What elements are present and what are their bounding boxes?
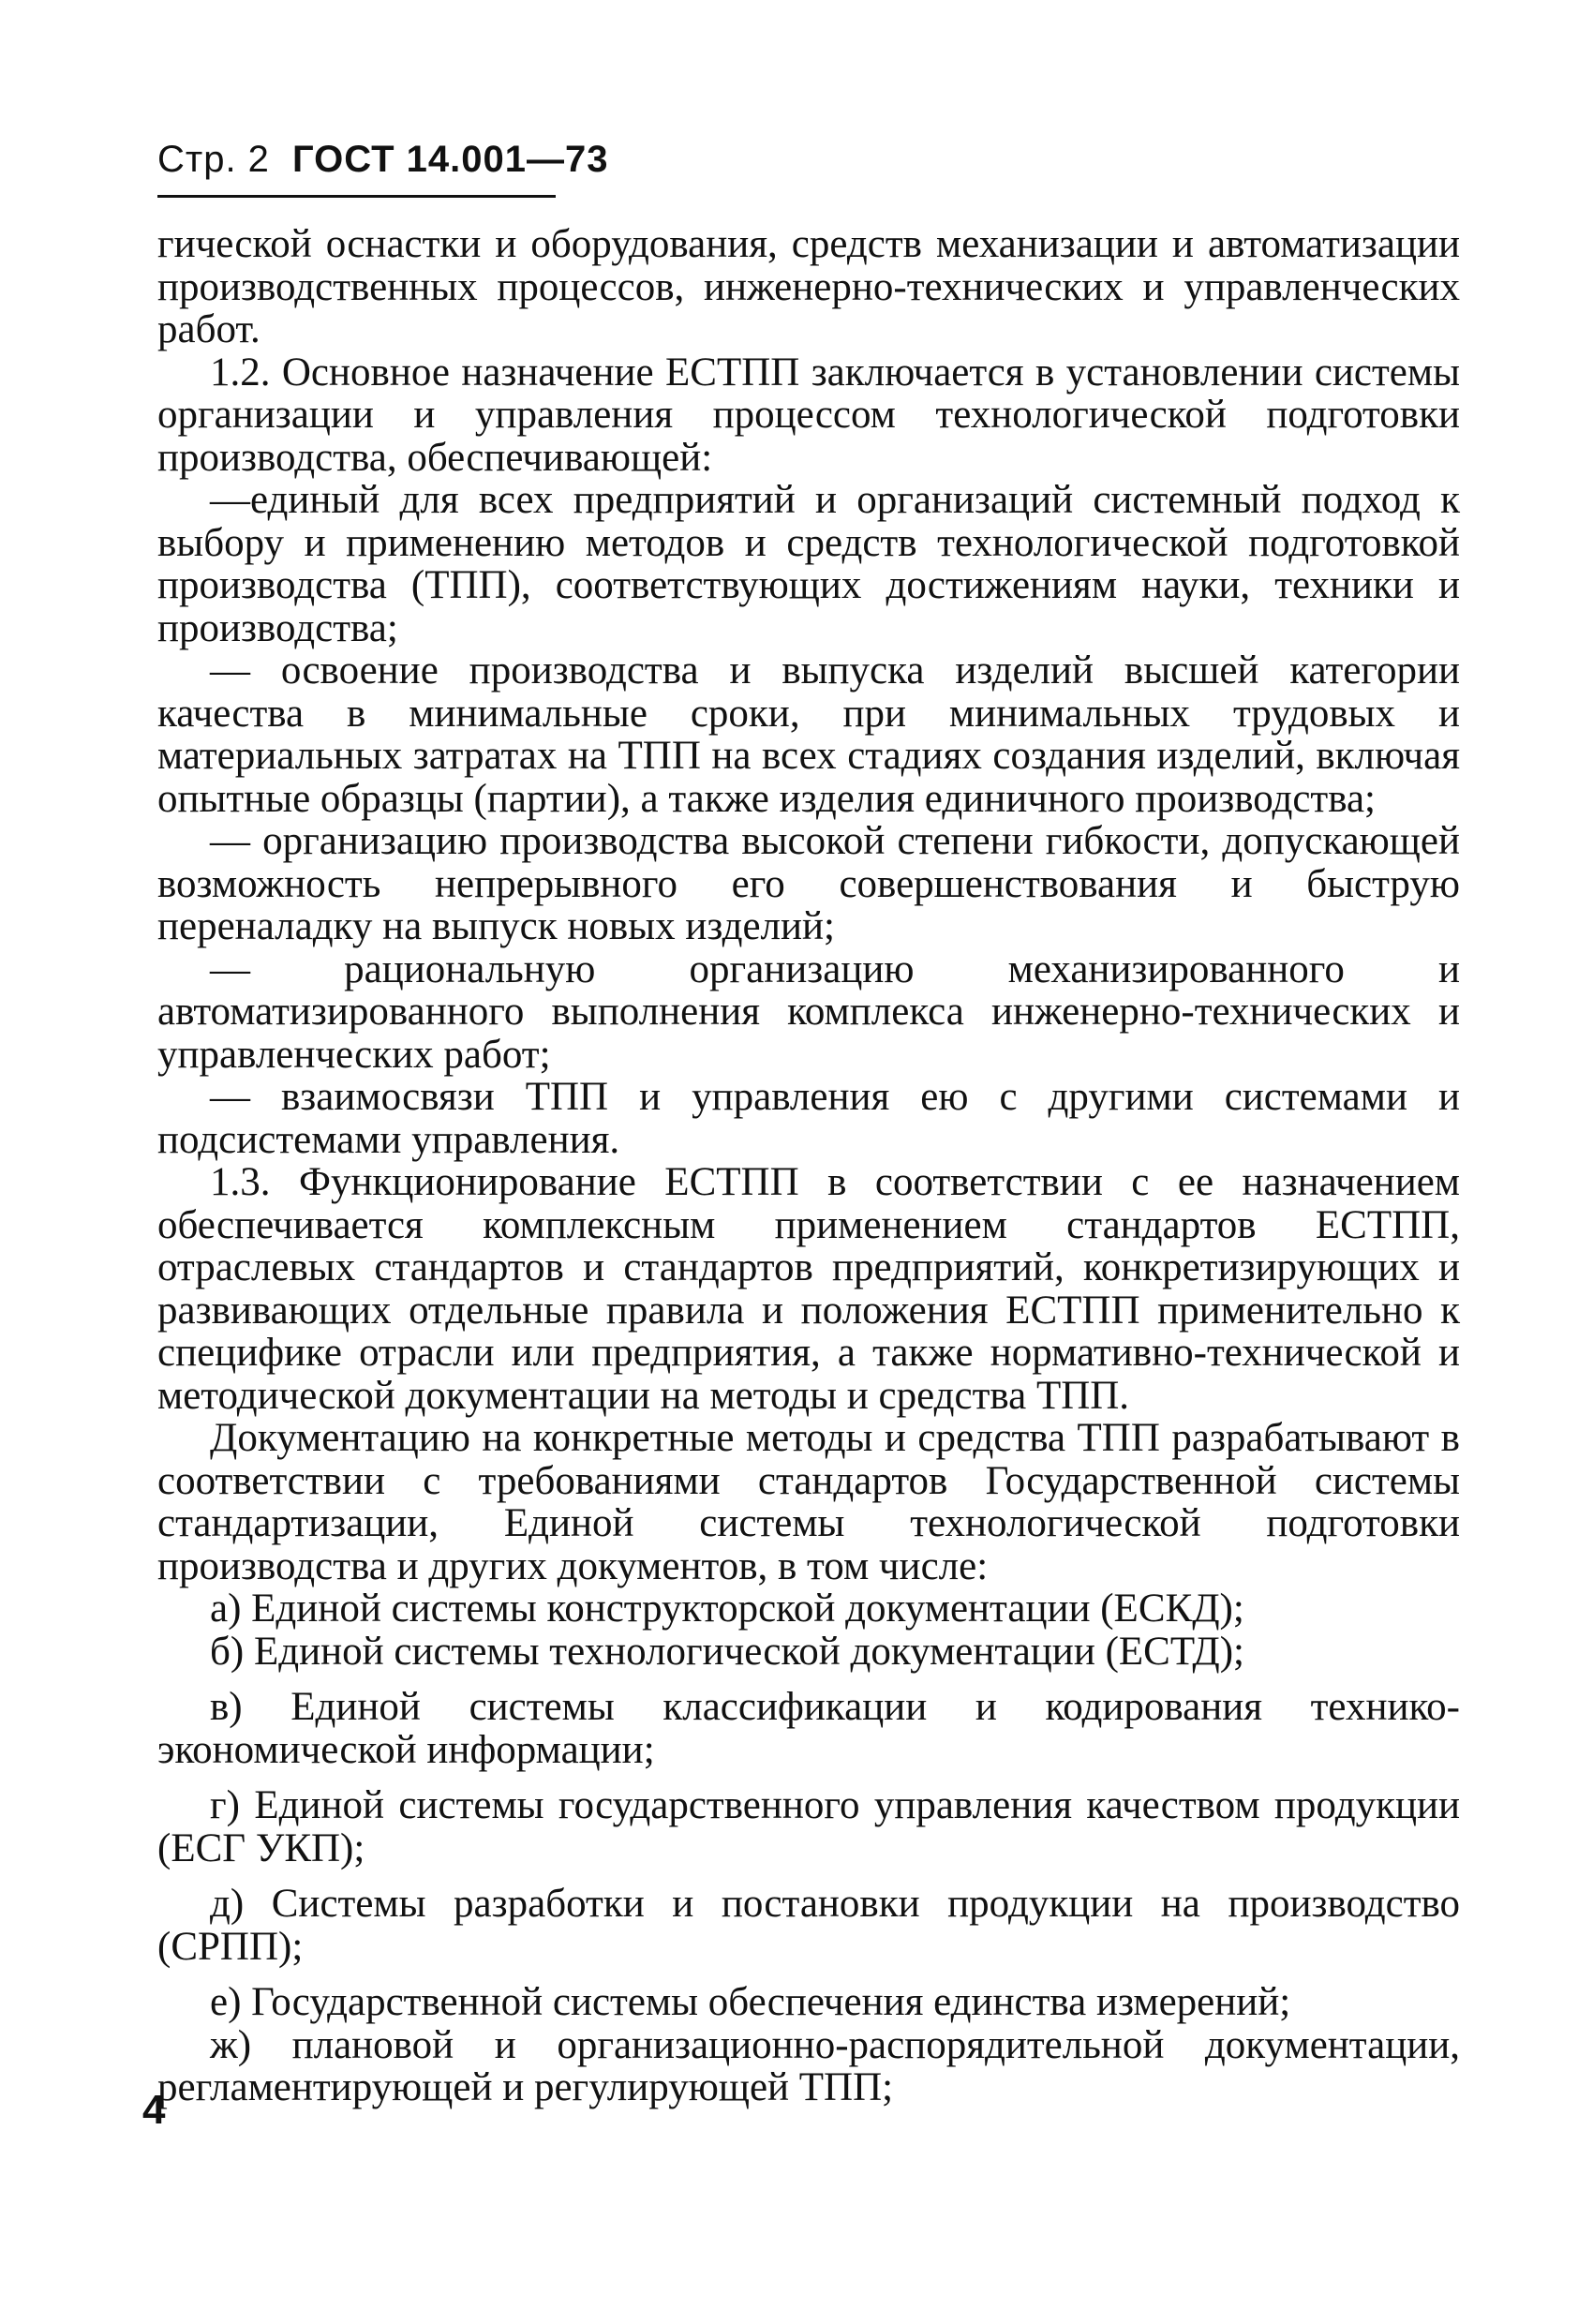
paragraph-documentation: Документацию на конкретные методы и средства ТПП разрабатывают в соответствии с требованиями стандартов Государственной системы стандартизации, Единой системы технологической подготовки производства и других документов, в том числе: — [157, 1416, 1460, 1588]
list-item-e: е) Государственной системы обеспечения единства измерений; — [210, 1980, 1291, 2024]
paragraph-1-2: 1.2. Основное назначение ЕСТПП заключается в установлении системы организации и управления процессом технологической подготовки производства, обеспечивающей: — [157, 350, 1460, 480]
page-number: 4 — [142, 2087, 166, 2133]
paragraph-1-3: 1.3. Функционирование ЕСТПП в соответствии с ее назначением обеспечивается комплексным применением стандартов ЕСТПП, отраслевых стандартов и стандартов предприятий, конкретизирующих и развивающих отдельные правила и положения ЕСТПП применительно к специфике отрасли или предприятия, а также нормативно-технической и методической документации на методы и средства ТПП. — [157, 1160, 1460, 1418]
running-header — [157, 141, 608, 178]
list-item-g: г) Единой системы государственного управления качеством продукции (ЕСГ УКП); — [157, 1783, 1460, 1870]
list-item-production-mastering: — освоение производства и выпуска изделий высшей категории качества в минимальные сроки, при минимальных трудовых и материальных затратах на ТПП на всех стадиях создания изделий, включая опытные образцы (партии), а также изделия единичного производства; — [157, 648, 1460, 821]
page-label: Стр. 2 — [157, 139, 270, 180]
list-item-a: а) Единой системы конструкторской документации (ЕСКД); — [210, 1587, 1244, 1631]
list-item-rational-organization: — рациональную организацию механизированного и автоматизированного выполнения комплекса инженерно-технических и управленческих работ; — [157, 946, 1460, 1077]
list-item-interrelations: — взаимосвязи ТПП и управления ею с другими системами и подсистемами управления. — [157, 1075, 1460, 1162]
standard-designation: ГОСТ 14.001—73 — [291, 139, 609, 180]
document-body — [157, 223, 1460, 2109]
list-item-d: д) Системы разработки и постановки продукции на производство (СРПП); — [157, 1882, 1460, 1969]
list-item-b: б) Единой системы технологической документации (ЕСТД); — [210, 1629, 1244, 1674]
list-item-zh: ж) плановой и организационно-распорядительной документации, регламентирующей и регулирующей ТПП; — [157, 2022, 1460, 2109]
paragraph-continuation: гической оснастки и оборудования, средств механизации и автоматизации производственных процессов, инженерно-технических и управленческих работ. — [157, 222, 1460, 351]
list-item-unified-approach: —единый для всех предприятий и организаций системный подход к выбору и применению методов и средств технологической подготовкой производства (ТПП), соответствующих достижениям науки, техники и производства; — [157, 478, 1460, 650]
list-item-flexibility: — организацию производства высокой степени гибкости, допускающей возможность непрерывного его совершенствования и быструю переналадку на выпуск новых изделий; — [157, 819, 1460, 948]
header-rule — [157, 195, 556, 198]
list-item-v: в) Единой системы классификации и кодирования технико-экономической информации; — [157, 1685, 1460, 1772]
